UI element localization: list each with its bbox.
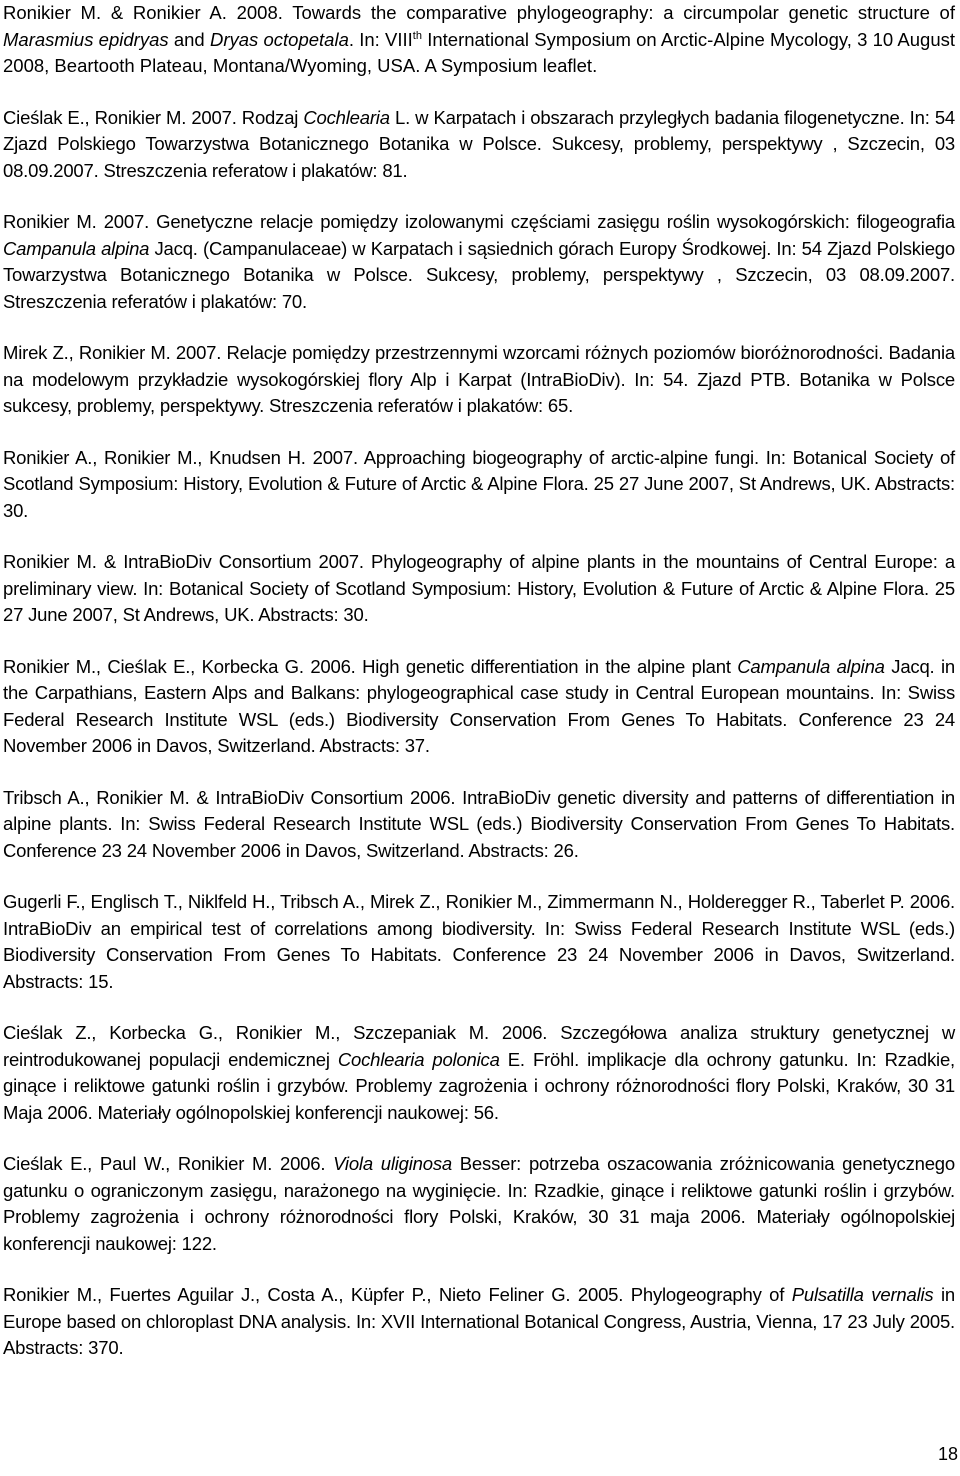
- reference-segment: Ronikier A., Ronikier M., Knudsen H. 2007. Approaching biogeography of arctic-alpine fungi. In: Botanical Society of Scotland Symposium: History, Evolution & Future of Arctic & Alpine Flora. 25 27 June 2007, St Andrews, UK. Abstracts: 30.: [3, 446, 955, 521]
- italic-taxon-name: Cochlearia polonica: [337, 1048, 500, 1070]
- reference-entry: [3, 105, 955, 185]
- italic-taxon-name: Pulsatilla vernalis: [791, 1284, 934, 1305]
- reference-segment: Cieślak Z., Korbecka G., Ronikier M., Szczepaniak M. 2006. Szczegółowa analiza struktury genetycznej w reintrodukowanej populacji endemicznej: [3, 1022, 955, 1070]
- reference-segment: E. Fröhl. implikacje dla ochrony gatunku. In: Rzadkie, ginące i reliktowe gatunki roślin i grzybów. Problemy zagrożenia i ochrony różnorodności flory Polski, Kraków, 30 31 Maja 2006. Materiały ogólnopolskiej konferencji naukowej: 56.: [3, 1048, 955, 1123]
- document-page: [3, 0, 955, 1387]
- reference-entry: [3, 1020, 955, 1126]
- reference-text: [3, 1151, 955, 1257]
- italic-taxon-name: Campanula alpina: [737, 655, 885, 677]
- reference-text: [3, 0, 955, 80]
- reference-segment: Cieślak E., Ronikier M. 2007. Rodzaj: [3, 106, 304, 128]
- italic-taxon-name: Viola uliginosa: [333, 1153, 452, 1174]
- reference-segment: L. w Karpatach i obszarach przyległych badania filogenetyczne. In: 54 Zjazd Polskiego Towarzystwa Botanicznego Botanika w Polsce. Sukcesy, problemy, perspektywy , Szczecin, 03 08.09.2007. Streszczenia referatow i plakatów: 81.: [3, 106, 955, 181]
- reference-segment: Ronikier M. 2007. Genetyczne relacje pomiędzy izolowanymi częściami zasięgu roślin wysokogórskich: filogeografia: [3, 211, 955, 232]
- reference-segment: International Symposium on Arctic-Alpine Mycology, 3 10 August 2008, Beartooth Plateau, Montana/Wyoming, USA. A Symposium leaflet.: [3, 28, 955, 76]
- reference-segment: Ronikier M. & Ronikier A. 2008. Towards the comparative phylogeography: a circumpolar genetic structure of: [3, 2, 955, 23]
- reference-segment: Jacq. in the Carpathians, Eastern Alps and Balkans: phylogeographical case study in Central European mountains. In: Swiss Federal Research Institute WSL (eds.) Biodiversity Conservation From Genes To Habitats. Conference 23 24 November 2006 in Davos, Switzerland. Abstracts: 37.: [3, 655, 955, 756]
- reference-segment: Gugerli F., Englisch T., Niklfeld H., Tribsch A., Mirek Z., Ronikier M., Zimmermann N., Holderegger R., Taberlet P. 2006. IntraBioDiv an empirical test of correlations among biodiversity. In: Swiss Federal Research Institute WSL (eds.) Biodiversity Conservation From Genes To Habitats. Conference 23 24 November 2006 in Davos, Switzerland. Abstracts: 15.: [3, 891, 955, 992]
- reference-text: [3, 1282, 955, 1362]
- reference-text: [3, 785, 955, 865]
- reference-entry: [3, 340, 955, 420]
- reference-text: [3, 209, 955, 315]
- italic-taxon-name: Cochlearia: [303, 106, 390, 128]
- reference-segment: Mirek Z., Ronikier M. 2007. Relacje pomiędzy przestrzennymi wzorcami różnych poziomów bioróżnorodności. Badania na modelowym przykładzie wysokogórskiej flory Alp i Karpat (IntraBioDiv). In: 54. Zjazd PTB. Botanika w Polsce sukcesy, problemy, perspektywy. Streszczenia referatów i plakatów: 65.: [3, 342, 955, 416]
- reference-entry: [3, 549, 955, 629]
- superscript: th: [412, 29, 422, 42]
- reference-segment: Jacq. (Campanulaceae) w Karpatach i sąsiednich górach Europy Środkowej. In: 54 Zjazd Polskiego Towarzystwa Botanicznego Botanika w Polsce. Sukcesy, problemy, perspektywy , Szczecin, 03 08.09.2007. Streszczenia referatów i plakatów: 70.: [3, 237, 955, 312]
- reference-segment: . In: VIII: [348, 28, 413, 50]
- reference-text: [3, 654, 955, 760]
- reference-segment: in Europe based on chloroplast DNA analysis. In: XVII International Botanical Congress, Austria, Vienna, 17 23 July 2005. Abstracts: 370.: [3, 1284, 955, 1358]
- reference-entry: [3, 445, 955, 525]
- reference-entry: [3, 785, 955, 865]
- reference-text: [3, 549, 955, 629]
- reference-entry: [3, 1151, 955, 1257]
- reference-entry: [3, 0, 955, 80]
- reference-segment: Tribsch A., Ronikier M. & IntraBioDiv Consortium 2006. IntraBioDiv genetic diversity and patterns of differentiation in alpine plants. In: Swiss Federal Research Institute WSL (eds.) Biodiversity Conservation From Genes To Habitats. Conference 23 24 November 2006 in Davos, Switzerland. Abstracts: 26.: [3, 786, 955, 861]
- reference-text: [3, 1020, 955, 1126]
- reference-text: [3, 445, 955, 525]
- reference-segment: Besser: potrzeba oszacowania zróżnicowania genetycznego gatunku o ograniczonym zasięgu, narażonego na wyginięcie. In: Rzadkie, ginące i reliktowe gatunki roślin i grzybów. Problemy zagrożenia i ochrony różnorodności flory Polski, Kraków, 30 31 maja 2006. Materiały ogólnopolskiej konferencji naukowej: 122.: [3, 1153, 955, 1254]
- italic-taxon-name: Marasmius epidryas: [3, 28, 169, 50]
- reference-text: [3, 340, 955, 420]
- reference-entry: [3, 889, 955, 995]
- italic-taxon-name: Dryas octopetala: [209, 28, 349, 50]
- reference-list: [3, 0, 955, 1362]
- reference-text: [3, 105, 955, 185]
- reference-segment: and: [168, 28, 210, 50]
- reference-entry: [3, 1282, 955, 1362]
- reference-text: [3, 889, 955, 995]
- reference-entry: [3, 209, 955, 315]
- italic-taxon-name: Campanula alpina: [3, 237, 150, 259]
- reference-segment: Cieślak E., Paul W., Ronikier M. 2006.: [3, 1153, 334, 1174]
- reference-entry: [3, 654, 955, 760]
- reference-segment: Ronikier M., Fuertes Aguilar J., Costa A., Küpfer P., Nieto Feliner G. 2005. Phylogeography of: [3, 1284, 792, 1305]
- page-number: 18: [937, 1444, 958, 1464]
- reference-segment: Ronikier M., Cieślak E., Korbecka G. 2006. High genetic differentiation in the alpine plant: [3, 655, 738, 677]
- reference-segment: Ronikier M. & IntraBioDiv Consortium 2007. Phylogeography of alpine plants in the mountains of Central Europe: a preliminary view. In: Botanical Society of Scotland Symposium: History, Evolution & Future of Arctic & Alpine Flora. 25 27 June 2007, St Andrews, UK. Abstracts: 30.: [3, 551, 955, 625]
